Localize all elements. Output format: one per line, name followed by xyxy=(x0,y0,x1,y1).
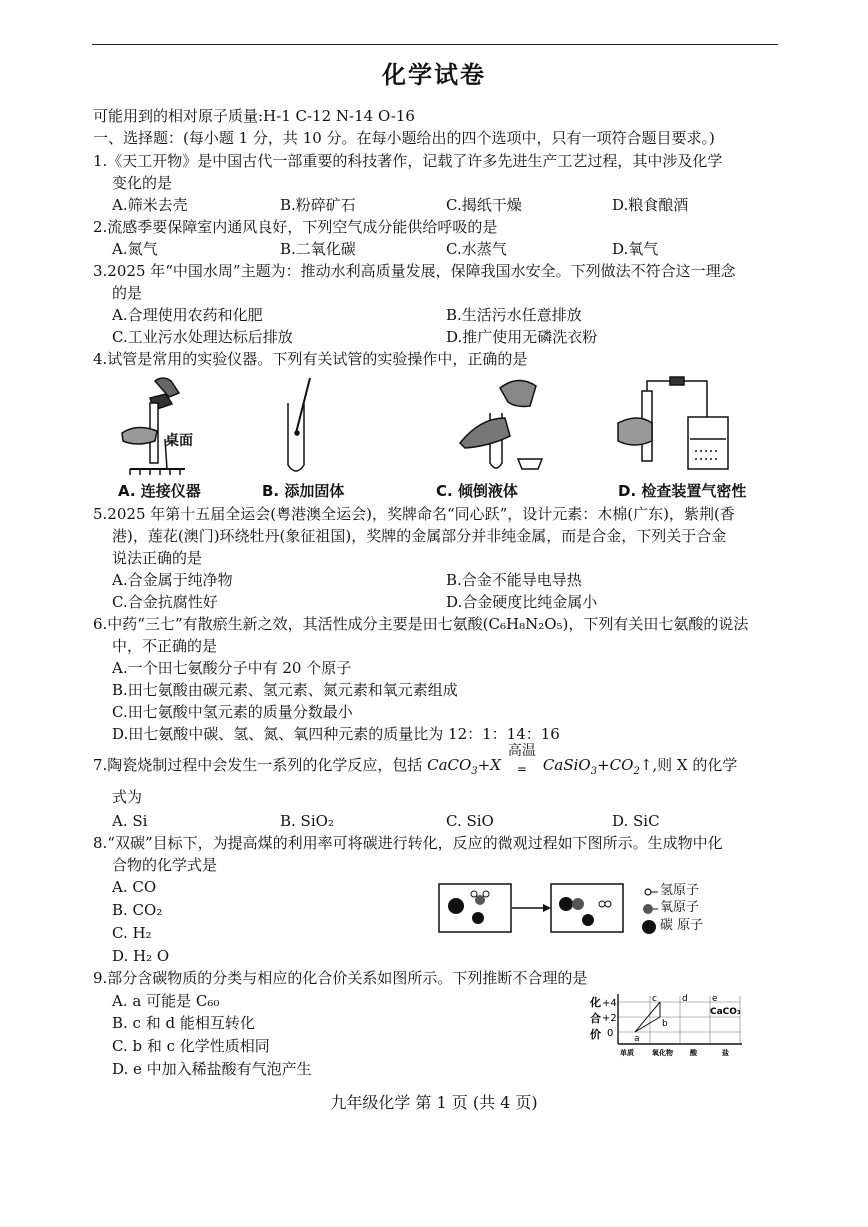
q6-option-a: A.一个田七氨酸分子中有 20 个原子 xyxy=(112,659,352,677)
q2-option-a: A.氮气 xyxy=(112,240,158,258)
q1-option-c: C.揭纸干燥 xyxy=(446,196,522,214)
q9-x-tick-acid: 酸 xyxy=(690,1049,697,1057)
figure-b-solid xyxy=(288,378,310,471)
q7-products: $CaSiO_3+CO_2$ xyxy=(542,756,640,777)
q8-legend-hydrogen: 氢原子 xyxy=(660,883,700,898)
q3-option-c: C.工业污水处理达标后排放 xyxy=(112,328,293,346)
q9-e-formula: CaCO₃ xyxy=(710,1007,741,1017)
q2-option-b: B.二氧化碳 xyxy=(280,240,356,258)
q1-stem-line2: 变化的是 xyxy=(112,174,173,192)
q8-option-d: D. H₂ O xyxy=(112,947,170,965)
q8-option-a: A. CO xyxy=(112,878,157,896)
q7-stem-pre: 7.陶瓷烧制过程中会发生一系列的化学反应，包括 xyxy=(93,756,428,774)
q9-point-a: a xyxy=(634,1034,640,1044)
q2-stem: 2.流感季要保障室内通风良好，下列空气成分能供给呼吸的是 xyxy=(93,218,498,236)
q9-point-d: d xyxy=(682,994,688,1004)
q8-stem-line1: 8.“双碳”目标下，为提高煤的利用率可将碳进行转化，反应的微观过程如下图所示。生成物中化 xyxy=(93,834,723,852)
q9-tick-zero: 0 xyxy=(607,1028,614,1039)
q9-y-label-3: 价 xyxy=(590,1028,601,1041)
q1-option-d: D.粮食酿酒 xyxy=(612,196,689,214)
q9-option-c: C. b 和 c 化学性质相同 xyxy=(112,1037,270,1055)
page-footer: 九年级化学 第 1 页 (共 4 页) xyxy=(330,1093,538,1112)
q5-stem-line3: 说法正确的是 xyxy=(112,549,203,567)
q3-stem-line2: 的是 xyxy=(112,284,143,302)
q9-stem: 9.部分含碳物质的分类与相应的化合价关系如图所示。下列推断不合理的是 xyxy=(93,969,588,987)
q4-stem: 4.试管是常用的实验仪器。下列有关试管的实验操作中，正确的是 xyxy=(93,350,528,368)
q9-y-label-1: 化 xyxy=(590,996,601,1009)
q9-tick-plus2: +2 xyxy=(602,1013,617,1024)
q6-option-b: B.田七氨酸由碳元素、氢元素、氮元素和氧元素组成 xyxy=(112,681,458,699)
q4-option-c: C. 倾倒液体 xyxy=(436,482,518,500)
q8-stem-line2: 合物的化学式是 xyxy=(112,856,218,874)
figure-a-connect xyxy=(122,378,185,475)
q7-stem-line2: 式为 xyxy=(112,788,143,806)
q2-option-d: D.氧气 xyxy=(612,240,659,258)
q7-option-b: B. SiO₂ xyxy=(280,812,334,830)
q2-option-c: C.水蒸气 xyxy=(446,240,507,258)
q9-option-b: B. c 和 d 能相互转化 xyxy=(112,1014,255,1032)
q4-option-a: A. 连接仪器 xyxy=(118,482,201,500)
q1-stem-line1: 1.《天工开物》是中国古代一部重要的科技著作，记载了许多先进生产工艺过程，其中涉及化学 xyxy=(93,152,723,170)
page-title: 化学试卷 xyxy=(382,60,486,89)
q3-stem-line1: 3.2025 年“中国水周”主题为：推动水利高质量发展，保障我国水安全。下列做法不符合这一理念 xyxy=(93,262,736,280)
atomic-mass-line: 可能用到的相对原子质量:H-1 C-12 N-14 O-16 xyxy=(93,107,415,125)
q1-option-a: A.筛米去壳 xyxy=(112,196,188,214)
q8-legend-carbon: 碳 原子 xyxy=(660,918,704,933)
q3-option-a: A.合理使用农药和化肥 xyxy=(112,306,263,324)
q7-condition: 高温 = xyxy=(501,754,543,776)
q7-condition-text: 高温 xyxy=(507,743,536,759)
figure-c-pour xyxy=(460,380,542,469)
q7-stem-post: ,则 X 的化学 xyxy=(652,756,738,774)
q7-reactants: CaCO$_3$+X xyxy=(427,756,501,777)
q7-option-c: C. SiO xyxy=(446,812,494,830)
q3-option-d: D.推广使用无磷洗衣粉 xyxy=(446,328,598,346)
q5-stem-line2: 港)，莲花(澳门)环绕牡丹(象征祖国)，奖牌的金属部分并非纯金属，而是合金，下列关于合金 xyxy=(112,527,727,545)
q7-stem-line1: 7.陶瓷烧制过程中会发生一系列的化学反应，包括 CaCO$_3$+X 高温 = $CaSiO_3+CO_2↑$,则 X 的化学 xyxy=(93,754,737,783)
section-heading: 一、选择题：(每小题 1 分，共 10 分。在每小题给出的四个选项中，只有一项符合题目要求。) xyxy=(93,129,715,147)
q7-option-d: D. SiC xyxy=(612,812,660,830)
q3-option-b: B.生活污水任意排放 xyxy=(446,306,582,324)
q6-option-d: D.田七氨酸中碳、氢、氮、氧四种元素的质量比为 12：1：14：16 xyxy=(112,725,560,743)
q8-reaction-diagram xyxy=(438,882,638,934)
q9-point-e: e xyxy=(712,994,718,1004)
figure-d-airtight xyxy=(618,377,728,469)
q9-point-c: c xyxy=(652,994,657,1004)
q5-option-a: A.合金属于纯净物 xyxy=(112,571,233,589)
q1-option-b: B.粉碎矿石 xyxy=(280,196,356,214)
q8-legend-oxygen: 氧原子 xyxy=(660,900,700,915)
q9-x-tick-salt: 盐 xyxy=(722,1049,729,1057)
q5-stem-line1: 5.2025 年第十五届全运会(粤港澳全运会)，奖牌命名“同心跃”，设计元素：木棉(广东)，紫荆(香 xyxy=(93,505,735,523)
q9-x-tick-element: 单质 xyxy=(620,1049,634,1057)
q9-x-tick-oxide: 氧化物 xyxy=(652,1049,673,1057)
q8-option-b: B. CO₂ xyxy=(112,901,163,919)
q9-tick-plus4: +4 xyxy=(602,998,617,1009)
q9-point-b: b xyxy=(662,1019,668,1029)
q5-option-c: C.合金抗腐性好 xyxy=(112,593,218,611)
q6-option-c: C.田七氨酸中氢元素的质量分数最小 xyxy=(112,703,353,721)
q9-valence-chart xyxy=(590,992,750,1058)
q5-option-d: D.合金硬度比纯金属小 xyxy=(446,593,598,611)
q4-apparatus-figure xyxy=(110,373,770,478)
q9-y-label-2: 合 xyxy=(590,1012,601,1025)
q9-option-a: A. a 可能是 C₆₀ xyxy=(112,992,220,1010)
q9-option-d: D. e 中加入稀盐酸有气泡产生 xyxy=(112,1060,312,1078)
q6-stem-line1: 6.中药“三七”有散瘀生新之效，其活性成分主要是田七氨酸(C₆H₈N₂O₅)，下列有关田七氨酸的说法 xyxy=(93,615,749,633)
q8-option-c: C. H₂ xyxy=(112,924,152,942)
q5-option-b: B.合金不能导电导热 xyxy=(446,571,582,589)
q6-stem-line2: 中，不正确的是 xyxy=(112,637,218,655)
header-rule xyxy=(92,44,778,45)
q4-option-d: D. 检查装置气密性 xyxy=(618,482,747,500)
q7-option-a: A. Si xyxy=(112,812,148,830)
q4-option-b: B. 添加固体 xyxy=(262,482,345,500)
q4-desk-label: 桌面 xyxy=(165,433,193,449)
